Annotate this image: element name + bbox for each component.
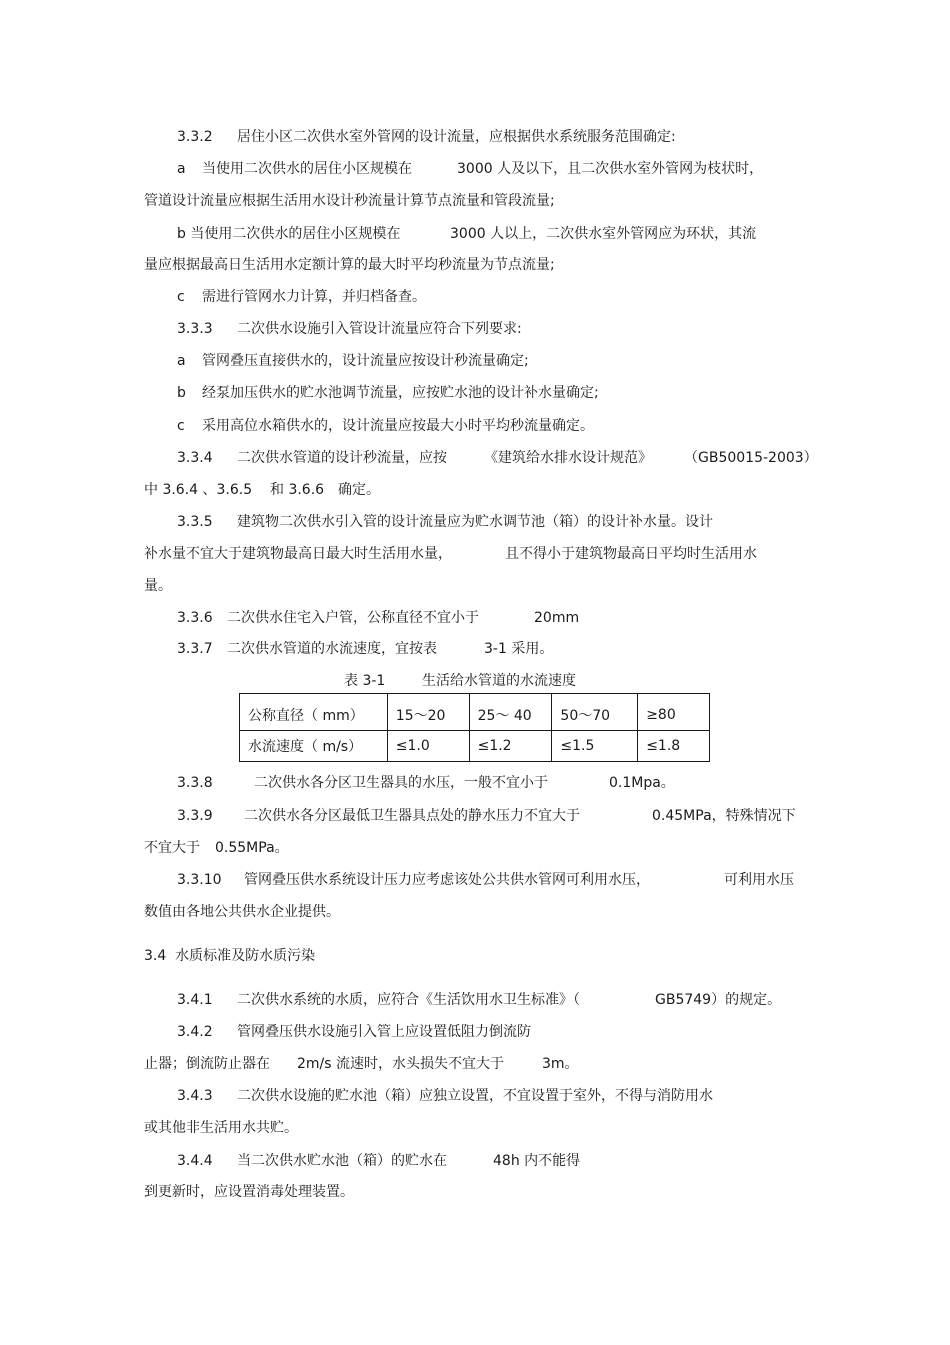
clause-value: 20mm (534, 610, 580, 626)
clause-text: 止器；倒流防止器在 (144, 1056, 270, 1072)
table-cell: 50～70 (552, 694, 638, 731)
item-marker: b (177, 385, 186, 401)
clause-text: 和 3.6.6 (270, 482, 325, 498)
clause-text: 二次供水各分区卫生器具的水压，一般不宜小于 (254, 775, 548, 791)
clause-text: 可利用水压 (724, 872, 794, 888)
clause-number: 3.3.8 (177, 775, 213, 791)
clause-text: 确定。 (338, 482, 380, 498)
table-cell: ≥80 (638, 694, 710, 731)
clause-number: 3.3.2 (177, 129, 213, 145)
table-cell: 25～ 40 (469, 694, 552, 731)
clause-text: 建筑物二次供水引入管的设计流量应为贮水调节池（箱）的设计补水量。设计 (237, 514, 713, 530)
table-cell: ≤1.0 (387, 731, 469, 762)
clause-text: 不宜大于 (144, 840, 200, 856)
clause-text: 且不得小于建筑物最高日平均时生活用水 (505, 546, 757, 562)
reference-code: GB5749）的规定。 (655, 992, 782, 1008)
clause-number: 3.4.2 (177, 1024, 213, 1040)
clause-text: 二次供水管道的设计秒流量，应按 (237, 450, 447, 466)
clause-number: 3.3.10 (177, 872, 222, 888)
item-marker: a (177, 353, 186, 369)
clause-number: 3.3.6 (177, 610, 213, 626)
clause-number: 3.3.9 (177, 808, 213, 824)
clause-number: 3.3.5 (177, 514, 213, 530)
clause-value: 0.1Mpa。 (609, 775, 675, 791)
clause-text: 3-1 采用。 (484, 641, 554, 657)
table-title: 生活给水管道的水流速度 (422, 673, 576, 689)
clause-text: 当使用二次供水的居住小区规模在 (202, 161, 412, 177)
clause-value: 0.45MPa，特殊情况下 (652, 808, 796, 824)
clause-text: 二次供水设施引入管设计流量应符合下列要求: (237, 321, 522, 337)
clause-text: 管网叠压直接供水的，设计流量应按设计秒流量确定; (202, 353, 529, 369)
clause-number: 3.3.4 (177, 450, 213, 466)
clause-text: 数值由各地公共供水企业提供。 (144, 904, 340, 920)
table-cell: ≤1.5 (552, 731, 638, 762)
clause-text: 二次供水系统的水质，应符合《生活饮用水卫生标准》（ (237, 992, 580, 1008)
clause-text: 采用高位水箱供水的，设计流量应按最大小时平均秒流量确定。 (202, 418, 594, 434)
clause-text: 48h 内不能得 (493, 1153, 581, 1169)
clause-number: 3.4.3 (177, 1088, 213, 1104)
clause-text: 居住小区二次供水室外管网的设计流量，应根据供水系统服务范围确定: (237, 129, 676, 145)
clause-number: 3.4.1 (177, 992, 213, 1008)
clause-text: 当二次供水贮水池（箱）的贮水在 (237, 1153, 447, 1169)
table-cell: ≤1.8 (638, 731, 710, 762)
clause-text: 二次供水管道的水流速度，宜按表 (227, 641, 437, 657)
clause-text: 或其他非生活用水共贮。 (144, 1120, 298, 1136)
clause-text: 量应根据最高日生活用水定额计算的最大时平均秒流量为节点流量; (144, 257, 555, 273)
table-cell: 15～20 (387, 694, 469, 731)
item-marker: c (177, 289, 185, 305)
clause-text: 管道设计流量应根据生活用水设计秒流量计算节点流量和管段流量; (144, 193, 555, 209)
clause-text: 中 3.6.4 、3.6.5 (144, 482, 253, 498)
table-header-cell: 水流速度（ m/s） (240, 731, 388, 762)
clause-text: 3000 人以上，二次供水室外管网应为环状，其流 (450, 226, 757, 242)
table-header-cell: 公称直径（ mm） (240, 694, 388, 731)
table-row (240, 731, 710, 762)
clause-value: 0.55MPa。 (215, 840, 289, 856)
clause-value: 3m。 (542, 1056, 579, 1072)
table-number: 表 3-1 (344, 673, 386, 689)
clause-text: 经泵加压供水的贮水池调节流量，应按贮水池的设计补水量确定; (202, 385, 599, 401)
reference-title: 《建筑给水排水设计规范》 (484, 450, 652, 466)
clause-text: b 当使用二次供水的居住小区规模在 (177, 226, 401, 242)
reference-code: （GB50015-2003） (684, 450, 818, 466)
clause-number: 3.4.4 (177, 1153, 213, 1169)
clause-text: 3000 人及以下，且二次供水室外管网为枝状时， (457, 161, 764, 177)
clause-number: 3.3.3 (177, 321, 213, 337)
clause-text: 补水量不宜大于建筑物最高日最大时生活用水量， (144, 546, 452, 562)
item-marker: c (177, 418, 185, 434)
clause-text: 2m/s 流速时，水头损失不宜大于 (297, 1056, 505, 1072)
item-marker: a (177, 161, 186, 177)
clause-number: 3.3.7 (177, 641, 213, 657)
clause-text: 二次供水住宅入户管，公称直径不宜小于 (227, 610, 479, 626)
clause-text: 需进行管网水力计算，并归档备查。 (202, 289, 426, 305)
clause-text: 管网叠压供水设施引入管上应设置低阻力倒流防 (237, 1024, 531, 1040)
table-cell: ≤1.2 (469, 731, 552, 762)
table-row (240, 694, 710, 731)
flow-velocity-table (239, 693, 710, 762)
clause-text: 二次供水各分区最低卫生器具点处的静水压力不宜大于 (244, 808, 580, 824)
clause-text: 到更新时，应设置消毒处理装置。 (144, 1184, 354, 1200)
clause-text: 量。 (144, 578, 172, 594)
section-title: 3.4 水质标准及防水质污染 (144, 948, 316, 964)
clause-text: 二次供水设施的贮水池（箱）应独立设置，不宜设置于室外，不得与消防用水 (237, 1088, 713, 1104)
clause-text: 管网叠压供水系统设计压力应考虑该处公共供水管网可利用水压， (244, 872, 650, 888)
